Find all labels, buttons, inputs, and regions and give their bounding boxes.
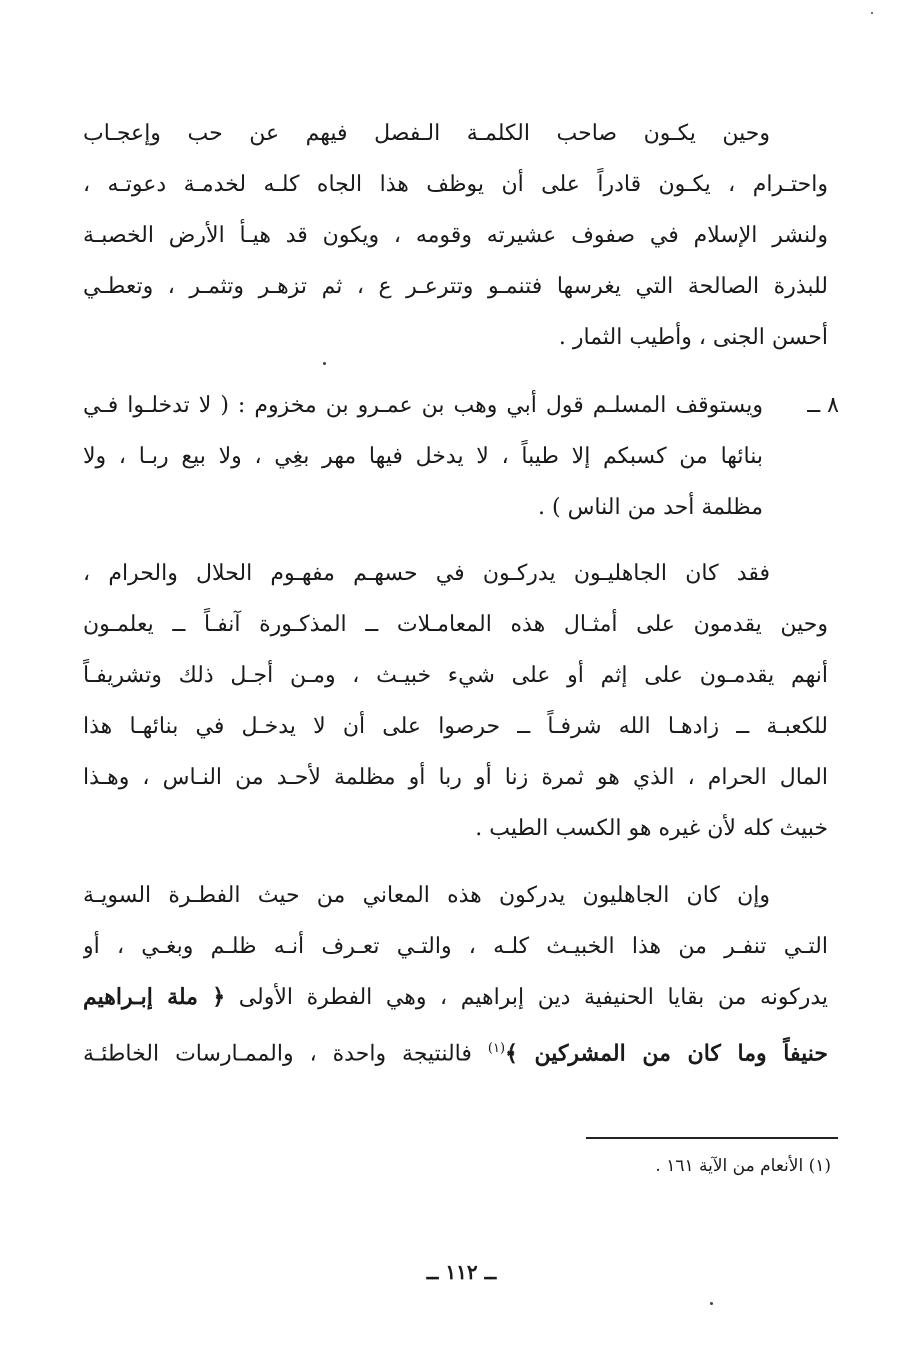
paragraph-line: وحين يقدمون على أمثـال هذه المعامـلات ــ المذكـورة آنفـاً ــ يعلمـون	[83, 612, 828, 637]
quran-quote: ﴿ ملة إبـراهيم	[83, 984, 226, 1010]
paragraph-line: وحين يكـون صاحب الكلمـة الـفصل فيهم عن حب وإعجـاب	[83, 121, 770, 146]
paragraph-4	[83, 870, 828, 1074]
footnote: (١) الأنعام من الآية ١٦١ .	[655, 1156, 831, 1176]
paragraph-line: فقد كان الجاهليـون يدركـون في حسهـم مفهـوم الحلال والحرام ،	[83, 561, 770, 586]
paragraph-3	[83, 548, 828, 854]
page-speck	[871, 12, 873, 14]
paragraph-line-text: يدركونه من بقايا الحنيفية دين إبراهيم ، وهي الفطرة الأولى	[238, 985, 828, 1010]
paragraph-line: واحتـرام ، يكـون قادراً على أن يوظف هذا الجاه كلـه لخدمـة دعوتـه ،	[83, 172, 828, 197]
paragraph-line: أحسن الجنى ، وأطيب الثمار .	[558, 325, 828, 350]
paragraph-line: التـي تنفـر من هذا الخبيـث كلـه ، والتـي تعـرف أنـه ظلـم وبغـي ، أو	[83, 934, 828, 959]
item-number: ٨ ــ	[807, 393, 839, 418]
item-8-text	[83, 380, 763, 533]
footnote-divider	[586, 1137, 838, 1139]
paragraph-line: للبذرة الصالحة التي يغرسها فتنمـو وتترعـر ع ، ثم تزهـر وتثمـر ، وتعطـي	[83, 274, 828, 299]
paragraph-line: مظلمة أحد من الناس ) .	[538, 495, 763, 520]
paragraph-line: بنائها من كسبكم إلا طيباً ، لا يدخل فيها مهر بغِي ، ولا بيع ربـا ، ولا	[83, 444, 763, 469]
paragraph-line-text: فالنتيجة واحدة ، والممـارسات الخاطئـة	[83, 1041, 472, 1067]
quran-quote: حنيفاً وما كان من المشركين ﴾	[505, 1040, 828, 1067]
paragraph-line: ويستوقف المسلـم قول أبي وهب بن عمـرو بن مخزوم : ( لا تدخلـوا فـي	[83, 393, 763, 418]
paragraph-line: خبيث كله لأن غيره هو الكسب الطيب .	[475, 816, 828, 841]
footnote-marker[interactable]: (١)	[487, 1041, 506, 1056]
paragraph-line: وإن كان الجاهليون يدركون هذه المعاني من حيث الفطـرة السويـة	[83, 883, 770, 908]
paragraph-line: المال الحرام ، الذي هو ثمرة زنا أو ربا أو مظلمة لأحـد من النـاس ، وهـذا	[83, 765, 828, 790]
paragraph-line: للكعبـة ــ زادهـا الله شرفـاً ــ حرصوا على أن لا يدخـل في بنائهـا هذا	[83, 714, 828, 739]
paragraph-line	[83, 1023, 828, 1074]
page-number: ــ ١١٢ ــ	[426, 1260, 497, 1284]
paragraph-1	[83, 108, 828, 363]
page-speck	[710, 1302, 713, 1305]
paragraph-line	[83, 972, 828, 1023]
paragraph-line: ولنشر الإسلام في صفوف عشيرته وقومه ، ويكون قد هيـأ الأرض الخصبـة	[83, 223, 828, 248]
page-speck	[323, 362, 326, 365]
paragraph-line: أنهم يقدمـون على إثم أو على شيء خبيـث ، ومـن أجـل ذلك وتشريفـاً	[83, 663, 828, 688]
